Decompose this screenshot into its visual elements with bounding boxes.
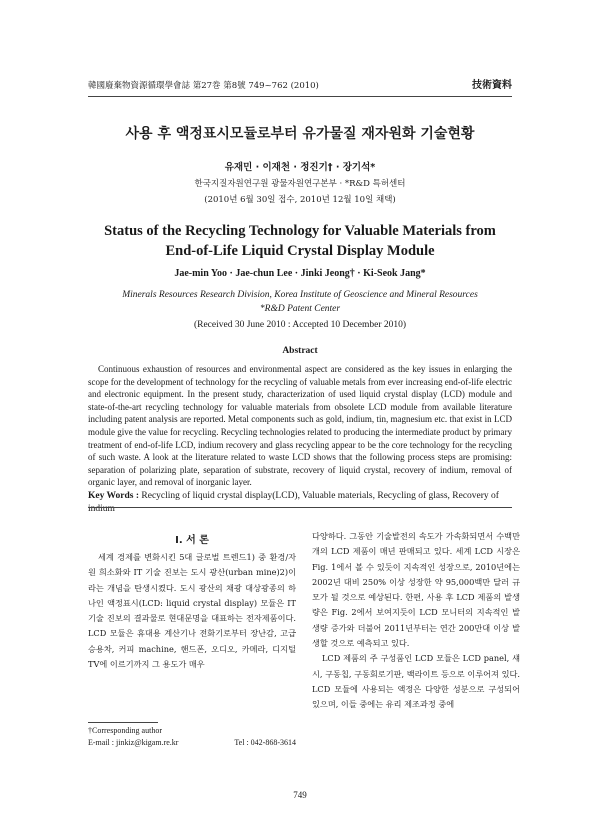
body-left-column — [88, 550, 296, 672]
footnote-divider — [88, 722, 158, 723]
body-paragraph: 세계 경제를 변화시킨 5대 글로벌 트렌드1) 중 환경/자원 희소화와 IT 기술 진보는 도시 광산(urban mine)2)이라는 개념을 탄생시켰다. 도시 광산의 채광 대상광종의 하나인 액정표시(LCD: liquid crystal display) 모듈은 IT 기술 진보의 결과물로 현대문명을 대표하는 전자제품이다. LCD 모듈은 휴대용 계산기나 전화기로부터 장난감, 고급 승용차, 커피 machine, 핸드폰, 오디오, 카메라, 디지털 TV에 이르기까지 그 용도가 매우 — [88, 552, 296, 670]
korean-authors: 유재민 · 이재천 · 정진기† · 장기석* — [224, 162, 376, 173]
body-right-column — [312, 529, 520, 713]
header-divider — [88, 96, 512, 97]
running-header — [88, 79, 512, 93]
section-heading: I. 서 론 — [175, 535, 209, 546]
english-dates: (Received 30 June 2010 : Accepted 10 December 2010) — [193, 320, 407, 330]
corresponding-author: †Corresponding author — [88, 726, 162, 735]
keywords — [88, 490, 512, 516]
korean-affiliation: 한국지질자원연구원 광물자원연구본부 · *R&D 특허센터 — [194, 179, 406, 189]
author-phone: Tel : 042-868-3614 — [234, 738, 296, 747]
abstract-heading: Abstract — [282, 346, 318, 356]
body-paragraph: LCD 제품의 주 구성품인 LCD 모듈은 LCD panel, 섀시, 구동칩, 구동회로기판, 백라이트 등으로 이루어져 있다. LCD 모듈에 사용되는 액정은 다양한 성분으로 구성되어 있으며, 이들 중에는 유리 제조과정 중에 — [312, 653, 520, 710]
keywords-text: Recycling of liquid crystal display(LCD), Valuable materials, Recycling of glass, Recovery of indium — [88, 491, 499, 514]
english-affiliation-2: *R&D Patent Center — [259, 304, 341, 314]
abstract-text: Continuous exhaustion of resources and environmental aspect are considered as the key issues in enlarging the scope for the development of technology for the recycling of valuable metals from ever increasing end-of-life electric and electronic equipment. In the present study, characterization of used liquid crystal display (LCD) module and state-of-the-art recycling technology for valuable materials from obsolete LCD module from available literature including patent analysis are reported. Metal components such as gold, indium, tin, magnesium etc. that exist in LCD module give the value for recycling. Recycling technologies related to producing the intermediate product by primary treatment of end-of-life LCD, indium recovery and glass recycling appear to be the core technology for the recycling of such waste. A look at the literature related to waste LCD shows that the following process steps are promising: separation of polarizing plate, separation of substrate, recovery of liquid crystal, recovery of indium, removal of organic layer, and removal of inorganic layer. — [88, 364, 512, 488]
author-email: E-mail : jinkiz@kigam.re.kr — [88, 738, 179, 747]
section-label: 技術資料 — [472, 80, 512, 91]
english-affiliation: Minerals Resources Research Division, Korea Institute of Geoscience and Mineral Resources — [122, 290, 478, 300]
english-title: Status of the Recycling Technology for Valuable Materials from End-of-Life Liquid Crystal Display Module — [104, 223, 496, 259]
keywords-label: Key Words : — [88, 491, 140, 501]
keywords-divider — [88, 507, 512, 508]
english-authors: Jae-min Yoo · Jae-chun Lee · Jinki Jeong† · Ki-Seok Jang* — [174, 268, 426, 279]
body-paragraph: 다양하다. 그동안 기술발전의 속도가 가속화되면서 수백만 개의 LCD 제품이 매년 판매되고 있다. 세계 LCD 시장은 Fig. 1에서 볼 수 있듯이 지속적인 성장으로, 2010년에는 2002년 대비 250% 이상 성장한 약 95,000백만 달러 규모가 될 것으로 예상된다. 한편, 사용 후 LCD 제품의 발생량은 Fig. 2에서 보여지듯이 LCD 모니터의 지속적인 발생량 증가와 더불어 2011년부터는 연간 200만대 이상 발생할 것으로 예측되고 있다. — [312, 531, 520, 649]
korean-title: 사용 후 액정표시모듈로부터 유가물질 재자원화 기술현황 — [125, 126, 475, 142]
contact-line — [88, 738, 296, 747]
page-number: 749 — [293, 790, 307, 800]
korean-dates: (2010년 6월 30일 접수, 2010년 12월 10일 채택) — [204, 195, 396, 205]
journal-citation: 韓國廢棄物資源循環學會誌 第27巻 第8號 749~762 (2010) — [88, 81, 319, 91]
